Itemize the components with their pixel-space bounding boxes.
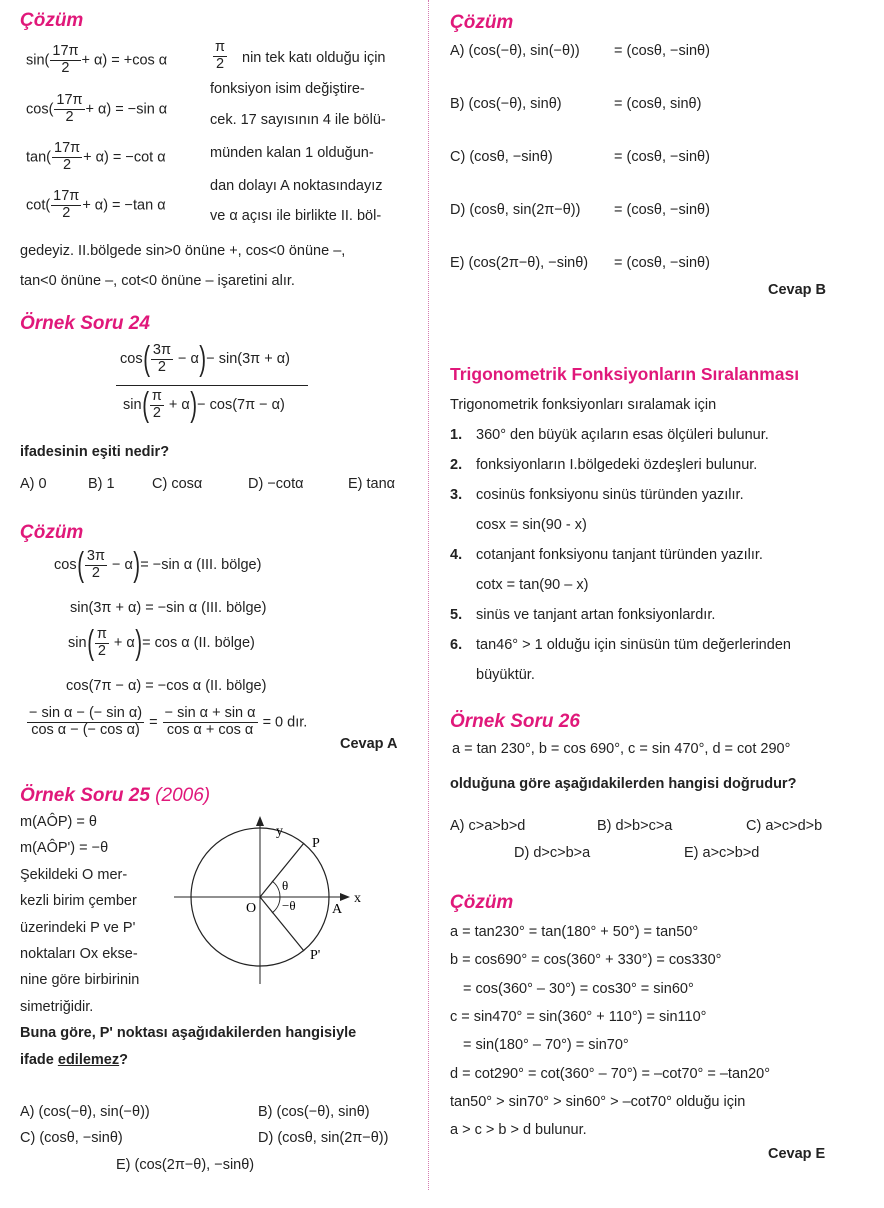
q25-line-4: kezli birim çember bbox=[20, 893, 137, 909]
q26-given: a = tan 230°, b = cos 690°, c = sin 470°, d = cot 290° bbox=[452, 741, 791, 757]
q25-line-2: m(AÔP') = −θ bbox=[20, 840, 109, 856]
q25-line-3: Şekildeki O mer- bbox=[20, 867, 128, 883]
theta-label: θ bbox=[282, 878, 289, 893]
side-line-3: cek. 17 sayısının 4 ile bölü- bbox=[210, 112, 386, 128]
c4-line-6: d = cot290° = cot(360° – 70°) = –cot70° = –tan20° bbox=[450, 1066, 771, 1082]
cozum-heading-3: Çözüm bbox=[450, 12, 514, 33]
c4-line-8: a > c > b > d bulunur. bbox=[450, 1122, 587, 1138]
c3-row-c-left: C) (cosθ, −sinθ) bbox=[450, 149, 553, 165]
q24-option-d: D) −cotα bbox=[248, 476, 304, 492]
c4-line-7: tan50° > sin70° > sin60° > –cot70° olduğu için bbox=[450, 1094, 746, 1110]
x-axis-arrow-icon bbox=[340, 893, 350, 901]
q24-option-b: B) 1 bbox=[88, 476, 115, 492]
a-label: A bbox=[332, 902, 343, 917]
c4-line-5: = sin(180° – 70°) = sin70° bbox=[463, 1037, 629, 1053]
ornek-soru-24-heading: Örnek Soru 24 bbox=[20, 313, 150, 334]
q25-line-8: simetriğidir. bbox=[20, 999, 94, 1015]
theta-arc bbox=[272, 881, 280, 897]
cevap-a: Cevap A bbox=[340, 736, 398, 752]
side-line-1: nin tek katı olduğu için bbox=[242, 50, 386, 66]
q25-line-6: noktaları Ox ekse- bbox=[20, 946, 138, 962]
c3-row-e-right: = (cosθ, −sinθ) bbox=[614, 255, 710, 271]
q26-option-c: C) a>c>d>b bbox=[746, 818, 823, 834]
formula-row-sin: sin( $\frac{17\pi}{2}$ + α) = +cos α bbox=[26, 43, 168, 76]
q26-question: olduğuna göre aşağıdakilerden hangisi doğrudur? bbox=[450, 776, 797, 792]
q25-line-5: üzerindeki P ve P' bbox=[20, 920, 136, 936]
siralama-intro: Trigonometrik fonksiyonları sıralamak için bbox=[450, 397, 717, 413]
c4-line-1: a = tan230° = tan(180° + 50°) = tan50° bbox=[450, 924, 699, 940]
side-line-2: fonksiyon isim değiştire- bbox=[210, 81, 365, 97]
formula-row-cot: cot( $\frac{17\pi}{2}$ + α) = −tan α bbox=[26, 188, 166, 221]
siralama-item-4-formula: cotx = tan(90 – x) bbox=[476, 577, 589, 593]
q26-option-b: B) d>b>c>a bbox=[597, 818, 673, 834]
formula-row-cos: cos( $\frac{17\pi}{2}$ + α) = −sin α bbox=[26, 92, 168, 125]
q24-denominator: sin( $\frac{\pi}{2}$ + α)− cos(7π − α) bbox=[123, 386, 285, 424]
c3-row-d-left: D) (cosθ, sin(2π−θ)) bbox=[450, 202, 581, 218]
ornek-soru-25-heading: Örnek Soru 25 (2006) bbox=[20, 785, 211, 806]
p-prime-label: P' bbox=[310, 948, 321, 963]
pi-over-two: $\frac{\pi}{2}$ bbox=[215, 39, 226, 72]
c4-line-3: = cos(360° – 30°) = cos30° = sin60° bbox=[463, 981, 694, 997]
c4-line-4: c = sin470° = sin(360° + 110°) = sin110° bbox=[450, 1009, 707, 1025]
unit-circle-figure bbox=[170, 812, 360, 984]
q24-question: ifadesinin eşiti nedir? bbox=[20, 444, 170, 460]
c3-row-b-left: B) (cos(−θ), sinθ) bbox=[450, 96, 562, 112]
side-line-4: münden kalan 1 olduğun- bbox=[210, 145, 374, 161]
c3-row-a-left: A) (cos(−θ), sin(−θ)) bbox=[450, 43, 580, 59]
q25-option-c: C) (cosθ, −sinθ) bbox=[20, 1130, 123, 1146]
c2-line-3: sin( $\frac{\pi}{2}$ + α)= cos α (II. bölge) bbox=[68, 624, 255, 662]
q25-line-1: m(AÔP) = θ bbox=[20, 814, 97, 830]
c3-row-c-right: = (cosθ, −sinθ) bbox=[614, 149, 710, 165]
q24-option-e: E) tanα bbox=[348, 476, 396, 492]
minus-theta-label: −θ bbox=[282, 898, 296, 913]
minus-theta-arc bbox=[272, 897, 280, 913]
c2-line-2: sin(3π + α) = −sin α (III. bölge) bbox=[70, 600, 267, 616]
o-label: O bbox=[246, 901, 257, 916]
x-label: x bbox=[354, 891, 361, 906]
siralama-item-6: 6. tan46° > 1 olduğu için sinüsün tüm değerlerinden bbox=[450, 637, 791, 653]
side-line-6: ve α açısı ile birlikte II. böl- bbox=[210, 208, 382, 224]
q26-option-d: D) d>c>b>a bbox=[514, 845, 591, 861]
siralama-item-5: 5. sinüs ve tanjant artan fonksiyonlardır. bbox=[450, 607, 716, 623]
siralama-item-3-formula: cosx = sin(90 - x) bbox=[476, 517, 587, 533]
c3-row-e-left: E) (cos(2π−θ), −sinθ) bbox=[450, 255, 589, 271]
q25-option-e: E) (cos(2π−θ), −sinθ) bbox=[116, 1157, 255, 1173]
tail-line-1: gedeyiz. II.bölgede sin>0 önüne +, cos<0 önüne –, bbox=[20, 243, 346, 259]
c4-line-2: b = cos690° = cos(360° + 330°) = cos330° bbox=[450, 952, 722, 968]
formula-row-tan: tan( $\frac{17\pi}{2}$ + α) = −cot α bbox=[26, 140, 166, 173]
p-label: P bbox=[312, 836, 320, 851]
q24-option-c: C) cosα bbox=[152, 476, 203, 492]
q25-line-7: nine göre birbirinin bbox=[20, 972, 140, 988]
siralama-item-4: 4. cotanjant fonksiyonu tanjant türünden yazılır. bbox=[450, 547, 763, 563]
c2-line-1: cos( $\frac{3\pi}{2}$ − α)= −sin α (III. bölge) bbox=[54, 546, 262, 584]
siralama-item-6-cont: büyüktür. bbox=[476, 667, 535, 683]
q26-option-e: E) a>c>b>d bbox=[684, 845, 760, 861]
cozum-heading-2: Çözüm bbox=[20, 522, 84, 543]
y-axis-arrow-icon bbox=[256, 816, 264, 826]
cevap-e: Cevap E bbox=[768, 1146, 826, 1162]
side-line-5: dan dolayı A noktasındayız bbox=[210, 178, 383, 194]
c3-row-a-right: = (cosθ, −sinθ) bbox=[614, 43, 710, 59]
siralama-item-3: 3. cosinüs fonksiyonu sinüs türünden yazılır. bbox=[450, 487, 744, 503]
tail-line-2: tan<0 önüne –, cot<0 önüne – işaretini alır. bbox=[20, 273, 295, 289]
q25-option-d: D) (cosθ, sin(2π−θ)) bbox=[258, 1130, 389, 1146]
c2-final-fractions: $\frac{\text{− sin α − (− sin α)}}{\text{cos α − (− cos α)}}$ = $\frac{\text{− sin α + sin α}}{\text{cos α + cos α}}$ = 0 dır. bbox=[29, 705, 308, 738]
ornek-soru-26-heading: Örnek Soru 26 bbox=[450, 711, 580, 732]
q25-question-2: ifade edilemez? bbox=[20, 1052, 128, 1068]
column-divider bbox=[428, 0, 429, 1190]
y-label: y bbox=[276, 824, 283, 839]
q24-numerator: cos( $\frac{3\pi}{2}$ − α)− sin(3π + α) bbox=[120, 340, 290, 378]
q25-question-1: Buna göre, P' noktası aşağıdakilerden hangisiyle bbox=[20, 1025, 357, 1041]
cevap-b: Cevap B bbox=[768, 282, 827, 298]
siralama-item-2: 2. fonksiyonların I.bölgedeki özdeşleri bulunur. bbox=[450, 457, 758, 473]
cozum-heading-1: Çözüm bbox=[20, 10, 84, 31]
c3-row-b-right: = (cosθ, sinθ) bbox=[614, 96, 702, 112]
cozum-heading-4: Çözüm bbox=[450, 892, 514, 913]
c3-row-d-right: = (cosθ, −sinθ) bbox=[614, 202, 710, 218]
q25-option-a: A) (cos(−θ), sin(−θ)) bbox=[20, 1104, 150, 1120]
siralama-heading: Trigonometrik Fonksiyonların Sıralanması bbox=[450, 364, 800, 384]
q25-option-b: B) (cos(−θ), sinθ) bbox=[258, 1104, 370, 1120]
siralama-item-1: 1. 360° den büyük açıların esas ölçüleri bulunur. bbox=[450, 427, 769, 443]
c2-line-4: cos(7π − α) = −cos α (II. bölge) bbox=[66, 678, 267, 694]
q24-option-a: A) 0 bbox=[20, 476, 47, 492]
q26-option-a: A) c>a>b>d bbox=[450, 818, 526, 834]
